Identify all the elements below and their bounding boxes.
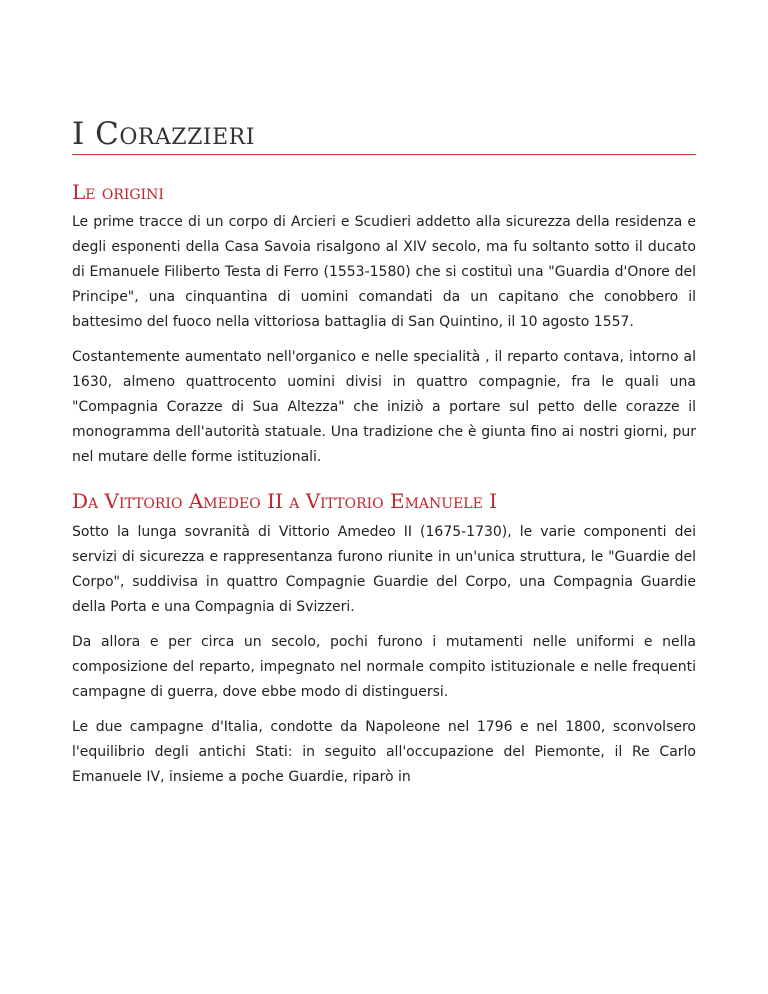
paragraph: Le due campagne d'Italia, condotte da Napoleone nel 1796 e nel 1800, sconvolsero l'equilibrio degli antichi Stati: in seguito all'occupazione del Piemonte, il Re Carlo Emanuele IV, insieme a poche Guardie, riparò in [72,719,696,785]
section-heading-origini: Le origini [72,180,164,204]
paragraph: Da allora e per circa un secolo, pochi furono i mutamenti nelle uniformi e nella composizione del reparto, impegnato nel normale compito istituzionale e nelle frequenti campagne di guerra, dove ebbe modo di distinguersi. [72,634,696,700]
paragraph: Le prime tracce di un corpo di Arcieri e Scudieri addetto alla sicurezza della residenza e degli esponenti della Casa Savoia risalgono al XIV secolo, ma fu soltanto sotto il ducato di Emanuele Filiberto Testa di Ferro (1553-1580) che si costituì una "Guardia d'Onore del Principe", una cinquantina di uomini comandati da un capitano che conobbero il battesimo del fuoco nella vittoriosa battaglia di San Quintino, il 10 agosto 1557. [72,214,696,330]
document-title: I Corazzieri [72,116,696,155]
paragraph: Sotto la lunga sovranità di Vittorio Amedeo II (1675-1730), le varie componenti dei servizi di sicurezza e rappresentanza furono riunite in un'unica struttura, le "Guardie del Corpo", suddivisa in quattro Compagnie Guardie del Corpo, una Compagnia Guardie della Porta e una Compagnia di Svizzeri. [72,524,696,615]
paragraph: Costantemente aumentato nell'organico e nelle specialità , il reparto contava, intorno al 1630, almeno quattrocento uomini divisi in quattro compagnie, fra le quali una "Compagnia Corazze di Sua Altezza" che iniziò a portare sul petto delle corazze il monogramma dell'autorità statuale. Una tradizione che è giunta fino ai nostri giorni, pur nel mutare delle forme istituzionali. [72,349,696,465]
document-page [72,116,696,800]
section-heading-vittorio-amedeo: Da Vittorio Amedeo II a Vittorio Emanuele I [72,489,498,513]
